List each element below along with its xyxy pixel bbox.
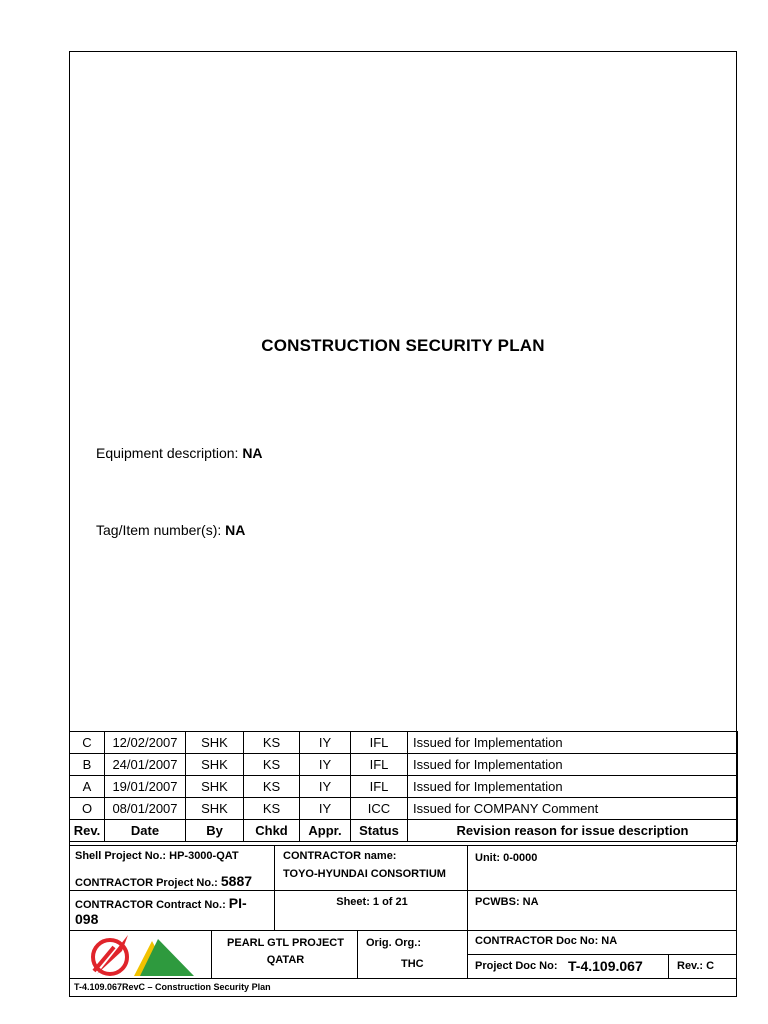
- revision-table: [69, 731, 738, 842]
- tag-label: Tag/Item number(s):: [96, 522, 222, 538]
- revision-cell-rev: O: [70, 798, 105, 820]
- revision-cell-chkd: KS: [244, 754, 300, 776]
- contractor-name-label: CONTRACTOR name:: [283, 850, 397, 862]
- revision-cell-chkd: KS: [244, 776, 300, 798]
- revision-header-row: [70, 820, 738, 842]
- shell-project: Shell Project No.: HP-3000-QAT: [75, 850, 239, 862]
- revision-cell-chkd: KS: [244, 732, 300, 754]
- revision-cell-status: ICC: [351, 798, 408, 820]
- project-name-line-2: QATAR: [266, 954, 305, 966]
- revision-cell-date: 19/01/2007: [105, 776, 186, 798]
- project-doc-cell: [467, 954, 669, 979]
- revision-cell-appr: IY: [300, 732, 351, 754]
- rev-value: Rev.: C: [677, 960, 715, 972]
- revision-cell-date: 12/02/2007: [105, 732, 186, 754]
- company-logo: [70, 931, 213, 980]
- revision-row: [70, 732, 738, 754]
- orig-org-label: Orig. Org.:: [366, 937, 421, 949]
- revision-cell-chkd: KS: [244, 798, 300, 820]
- sheet-cell: [274, 890, 468, 931]
- contractor-project-value: 5887: [220, 873, 253, 889]
- unit-cell: [467, 845, 737, 891]
- rev-cell: [668, 954, 737, 979]
- pcwbs-cell: [467, 890, 737, 931]
- contractor-name-value: TOYO-HYUNDAI CONSORTIUM: [283, 868, 446, 880]
- revision-cell-appr: IY: [300, 776, 351, 798]
- revision-cell-rev: B: [70, 754, 105, 776]
- sheet-number: Sheet: 1 of 21: [336, 896, 408, 908]
- header-chkd: Chkd: [244, 820, 300, 842]
- revision-cell-reason: Issued for Implementation: [408, 754, 738, 776]
- contract-value-b: 098: [75, 911, 99, 927]
- revision-cell-status: IFL: [351, 732, 408, 754]
- contractor-doc-cell: [467, 930, 737, 955]
- tag-item-number: [96, 522, 245, 538]
- header-date: Date: [105, 820, 186, 842]
- document-title: CONSTRUCTION SECURITY PLAN: [261, 336, 545, 355]
- revision-cell-status: IFL: [351, 754, 408, 776]
- revision-cell-appr: IY: [300, 754, 351, 776]
- equipment-description: [96, 445, 263, 461]
- project-doc-value: T-4.109.067: [568, 958, 643, 974]
- revision-row: [70, 754, 738, 776]
- revision-cell-by: SHK: [186, 798, 244, 820]
- revision-row: [70, 798, 738, 820]
- revision-cell-appr: IY: [300, 798, 351, 820]
- revision-cell-by: SHK: [186, 776, 244, 798]
- header-rev: Rev.: [70, 820, 105, 842]
- project-name-cell: [211, 930, 358, 979]
- header-by: By: [186, 820, 244, 842]
- revision-row: [70, 776, 738, 798]
- contract-line-1: [75, 895, 247, 911]
- project-doc-label: Project Doc No:: [475, 960, 558, 972]
- orig-org-value: THC: [401, 958, 424, 970]
- project-name-line-1: PEARL GTL PROJECT: [227, 937, 344, 949]
- revision-cell-by: SHK: [186, 754, 244, 776]
- orig-org-cell: [357, 930, 468, 979]
- revision-cell-date: 08/01/2007: [105, 798, 186, 820]
- revision-cell-reason: Issued for Implementation: [408, 776, 738, 798]
- partner-triangle-logo-icon: [134, 939, 194, 976]
- contract-value-a: PI-: [228, 895, 247, 911]
- revision-cell-rev: A: [70, 776, 105, 798]
- revision-cell-rev: C: [70, 732, 105, 754]
- header-status: Status: [351, 820, 408, 842]
- header-appr: Appr.: [300, 820, 351, 842]
- logo-cell: [69, 930, 212, 979]
- revision-cell-date: 24/01/2007: [105, 754, 186, 776]
- contract-label: CONTRACTOR Contract No.:: [75, 899, 226, 911]
- revision-cell-status: IFL: [351, 776, 408, 798]
- header-reason: Revision reason for issue description: [408, 820, 738, 842]
- revision-cell-reason: Issued for COMPANY Comment: [408, 798, 738, 820]
- pcwbs: PCWBS: NA: [475, 896, 539, 908]
- contractor-project: [75, 873, 252, 889]
- equipment-value: NA: [242, 445, 263, 461]
- equipment-label: Equipment description:: [96, 445, 239, 461]
- tag-value: NA: [225, 522, 246, 538]
- revision-cell-reason: Issued for Implementation: [408, 732, 738, 754]
- contractor-doc: CONTRACTOR Doc No: NA: [475, 935, 618, 947]
- contractor-project-label: CONTRACTOR Project No.:: [75, 877, 218, 889]
- revision-cell-by: SHK: [186, 732, 244, 754]
- contract-cell: [69, 890, 275, 931]
- unit: Unit: 0-0000: [475, 852, 538, 864]
- contractor-name-cell: [274, 845, 468, 891]
- shell-project-cell: [69, 845, 275, 891]
- shell-logo-icon: [93, 935, 128, 974]
- footer-text: T-4.109.067RevC – Construction Security Plan: [74, 982, 271, 992]
